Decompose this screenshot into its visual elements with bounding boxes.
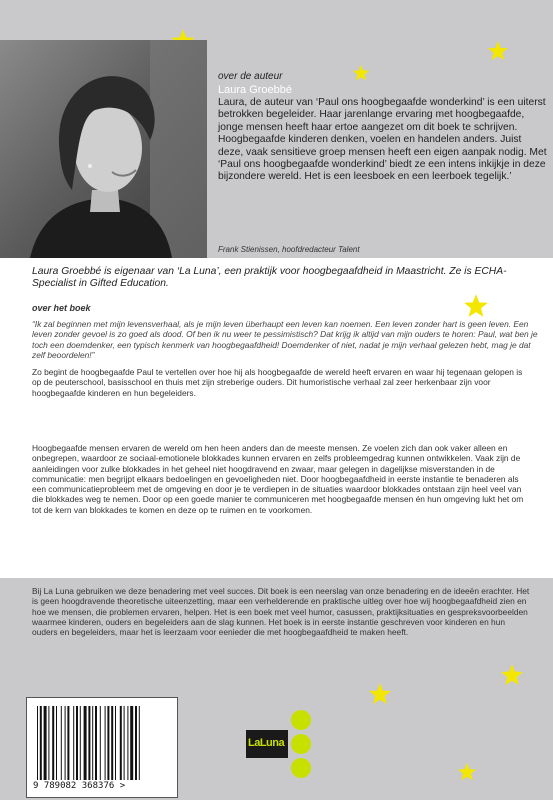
logo-dot-bottom: [291, 758, 311, 778]
logo-dot-top: [291, 710, 311, 730]
author-portrait-photo: [0, 40, 207, 258]
star-icon: [368, 682, 392, 706]
logo-dot-middle: [291, 734, 311, 754]
publisher-logo: [246, 730, 288, 758]
book-quote: “Ik zal beginnen met mijn levensverhaal, als je mijn leven überhaupt een leven kan noemen. Een leven zonder hart is geen leven. Een leven zonder gevoel is zo goed als dood. Of ben ik nu weer te pessimistisch? Dat krijg ik altijd van mijn ouders te horen: Paul, wat ben je toch een doemdenker, een typisch kenmerk van hoogbegaafdheid! Doemdenker of niet, nadat je mijn verhaal gelezen hebt, mag je dat zelf beoordelen!”: [32, 319, 538, 360]
star-icon: [457, 762, 477, 782]
star-icon: [463, 293, 489, 319]
star-icon: [352, 64, 370, 82]
owner-statement: Laura Groebbé is eigenaar van ‘La Luna’, een praktijk voor hoogbegaafdheid in Maastricht. Ze is ECHA-Specialist in Gifted Education.: [32, 266, 507, 290]
quote-credit: Frank Stienissen, hoofdredacteur Talent: [218, 245, 360, 254]
book-section-heading: over het boek: [32, 303, 91, 313]
book-paragraph-1: Zo begint de hoogbegaafde Paul te vertellen over hoe hij als hoogbegaafde de wereld heeft ervaren en waar hij tegenaan gelopen is op de peuterschool, basisschool en thuis met zijn streberige ouders. Dit humoristische verhaal zal zeer herkenbaar zijn voor hoogbegaafde kinderen en hun begeleiders.: [32, 367, 523, 398]
star-icon: [500, 663, 524, 687]
book-paragraph-3: Bij La Luna gebruiken we deze benadering met veel succes. Dit boek is een neerslag van onze benadering en de ideeën erachter. Het is geen hoogdravende theoretische uiteenzetting, maar een verhelderende en praktische uitleg over hoe wij hoogbegaafdheid zien en hoe we mensen, die problemen ervaren, helpen. Het is een boek met veel humor, casussen, praktijksituaties en gespreksvoorbeelden waarmee kinderen, ouders en begeleiders aan de slag kunnen. Het boek is in eerste instantie geschreven voor kinderen en hun ouders en begeleiders, maar het is leerzaam voor eenieder die met hoogbegaafdheid te maken heeft.: [32, 586, 530, 638]
isbn-number: 9 789082 368376 >: [33, 781, 126, 791]
star-icon: [487, 40, 509, 62]
author-name: Laura Groebbé: [218, 84, 292, 96]
barcode: [26, 697, 178, 798]
publisher-logo-text: LaLuna: [248, 737, 285, 749]
barcode-icon: [37, 706, 167, 780]
author-bio: Laura, de auteur van ‘Paul ons hoogbegaafde wonderkind’ is een uiterst betrokken begeleider. Haar jarenlange ervaring met hoogbegaafde, jonge mensen heeft haar ertoe aangezet om dit boek te schrijven. Hoogbegaafde kinderen denken, voelen en handelen anders. Juist deze, vaak sensitieve groep mensen heeft een eigen aanpak nodig. Met ‘Paul ons hoogbegaafde wonderkind’ biedt ze een intens inkijkje in deze bijzondere wereld. Het is een leesboek en een leerboek tegelijk.’: [218, 97, 547, 183]
book-paragraph-2: Hoogbegaafde mensen ervaren de wereld om hen heen anders dan de meeste mensen. Ze voelen zich dan ook vaker alleen en onbegrepen, waardoor ze sociaal-emotionele blokkades kunnen ervaren en zelfs probleemgedrag kunnen ontwikkelen. Vaak zijn de aanleidingen voor zulke blokkades in het geheel niet hoogdravend en zwaar, maar gelegen in dagelijkse misverstanden in de communicatie: men begrijpt elkaars bedoelingen en gevoeligheden niet. Door hoogbegaafdheid in eerste instantie te benaderen als een communicatieprobleem met de omgeving en door je te verdiepen in de situaties waardoor blokkades ontstaan zijn heel veel van die blokkades weg te nemen. Door op een goede manier te communiceren met hoogbegaafde mensen én hun omgeving lukt het om tot de kern van blokkades te komen en deze op te ruimen en te voorkomen.: [32, 443, 524, 515]
author-section-heading: over de auteur: [218, 71, 283, 82]
